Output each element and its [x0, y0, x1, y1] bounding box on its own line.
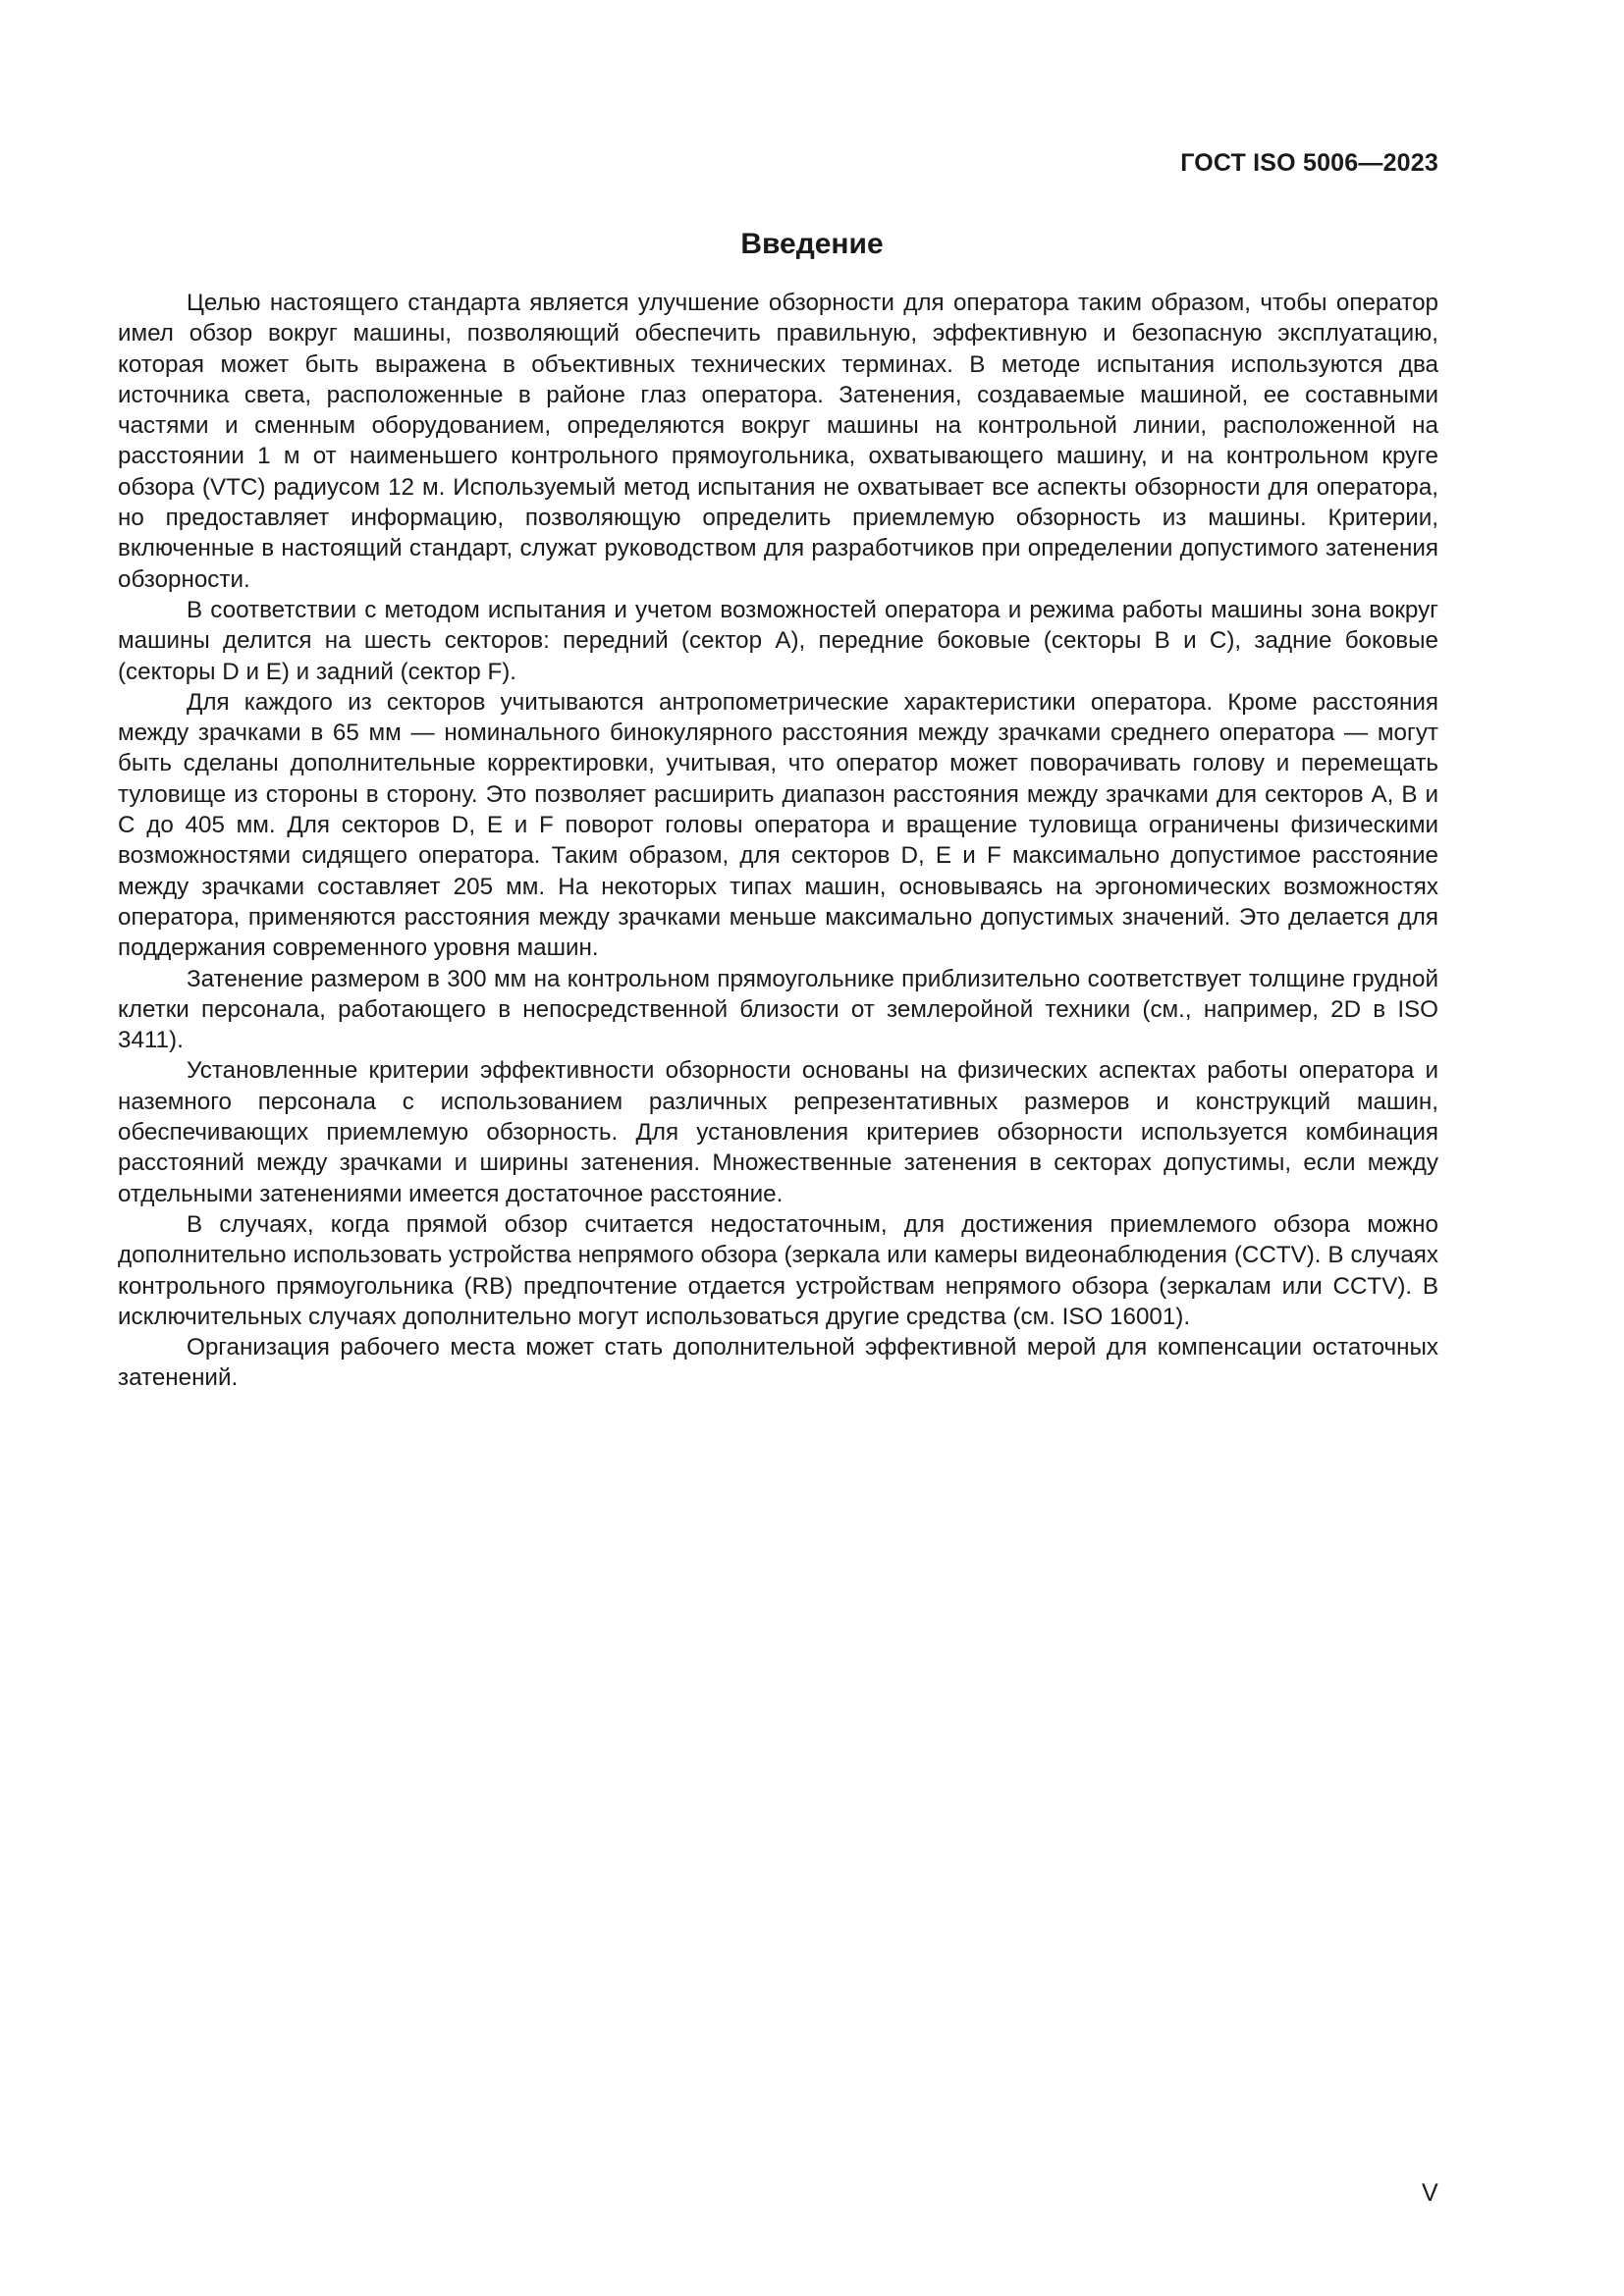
paragraph-masking-size: Затенение размером в 300 мм на контрольном прямоугольнике приблизительно соответствует толщине грудной клетки персонала, работающего в непосредственной близости от землеройной техники (см., например, 2D в ISO 3411). — [118, 965, 1438, 1054]
paragraph-purpose: Целью настоящего стандарта является улучшение обзорности для оператора таким образом, чтобы оператор имел обзор вокруг машины, позволяющий обеспечить правильную, эффективную и безопасную эксплуатацию, которая может быть выражена в объективных технических терминах. В методе испытания используются два источника света, расположенные в районе глаз оператора. Затенения, создаваемые машиной, ее составными частями и сменным оборудованием, определяются вокруг машины на контрольной линии, расположенной на расстоянии 1 м от наименьшего контрольного прямоугольника, охватывающего машину, и на контрольном круге обзора (VTC) радиусом 12 м. Используемый метод испытания не охватывает все аспекты обзорности для оператора, но предоставляет информацию, позволяющую определить приемлемую обзорность из машины. Критерии, включенные в настоящий стандарт, служат руководством для разработчиков при определении допустимого затенения обзорности. — [118, 290, 1438, 593]
section-title: Введение — [740, 228, 884, 260]
page-number: V — [1422, 2179, 1438, 2207]
body-text — [118, 288, 1438, 1394]
document-code: ГОСТ ISO 5006—2023 — [1180, 149, 1438, 177]
paragraph-anthropometry: Для каждого из секторов учитываются антропометрические характеристики оператора. Кроме расстояния между зрачками в 65 мм — номинального бинокулярного расстояния между зрачками среднего оператора — могут быть сделаны дополнительные корректировки, учитывая, что оператор может поворачивать голову и перемещать туловище из стороны в сторону. Это позволяет расширить диапазон расстояния между зрачками для секторов А, В и С до 405 мм. Для секторов D, Е и F поворот головы оператора и вращение туловища ограничены физическими возможностями сидящего оператора. Таким образом, для секторов D, Е и F максимально допустимое расстояние между зрачками составляет 205 мм. На некоторых типах машин, основываясь на эргономических возможностях оператора, применяются расстояния между зрачками меньше максимально допустимых значений. Это делается для поддержания современного уровня машин. — [118, 688, 1438, 962]
paragraph-indirect-visibility: В случаях, когда прямой обзор считается недостаточным, для достижения приемлемого обзора можно дополнительно использовать устройства непрямого обзора (зеркала или камеры видеонаблюдения (CCTV). В случаях контрольного прямоугольника (RB) предпочтение отдается устройствам непрямого обзора (зеркалам или CCTV). В исключительных случаях дополнительно могут использоваться другие средства (см. ISO 16001). — [118, 1210, 1438, 1330]
paragraph-jobsite: Организация рабочего места может стать дополнительной эффективной мерой для компенсации остаточных затенений. — [118, 1334, 1438, 1392]
paragraph-criteria: Установленные критерии эффективности обзорности основаны на физических аспектах работы оператора и наземного персонала с использованием различных репрезентативных размеров и конструкций машин, обеспечивающих приемлемую обзорность. Для установления критериев обзорности используется комбинация расстояний между зрачками и ширины затенения. Множественные затенения в секторах допустимы, если между отдельными затенениями имеется достаточное расстояние. — [118, 1057, 1438, 1207]
paragraph-sectors: В соответствии с методом испытания и учетом возможностей оператора и режима работы машины зона вокруг машины делится на шесть секторов: передний (сектор А), передние боковые (секторы В и С), задние боковые (секторы D и Е) и задний (сектор F). — [118, 596, 1438, 685]
